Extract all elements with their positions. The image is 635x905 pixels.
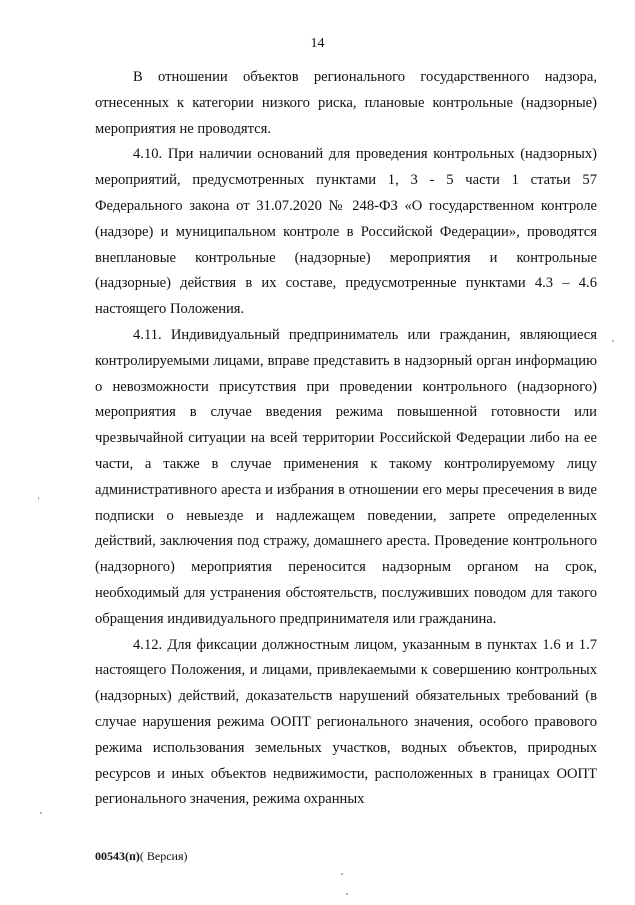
document-body xyxy=(95,65,597,813)
paragraph-low-risk: В отношении объектов регионального государственного надзора, отнесенных к категории низкого риска, плановые контрольные (надзорные) мероприятия не проводятся. xyxy=(95,69,597,137)
page-number: 14 xyxy=(310,36,325,51)
document-footer xyxy=(95,849,188,863)
paragraph-4-12: 4.12. Для фиксации должностным лицом, указанным в пунктах 1.6 и 1.7 настоящего Положения, и лицами, привлекаемыми к совершению контрольных (надзорных) действий, доказательств нарушений обязательных требований (в случае нарушения режима ООПТ регионального значения, особого правового режима использования земельных участков, водных объектов, природных ресурсов и иных объектов недвижимости, расположенных в границах ООПТ регионального значения, режима охранных xyxy=(95,636,597,808)
footer-document-code: 00543(п) xyxy=(95,849,140,863)
paragraph-4-11: 4.11. Индивидуальный предприниматель или гражданин, являющиеся контролируемыми лицами, вправе представить в надзорный орган информацию о невозможности присутствия при проведении контрольного (надзорного) мероприятия в случае введения режима повышенной готовности или чрезвычайной ситуации на всей территории Российской Федерации либо на ее части, а также в случае применения к такому контролируемому лицу административного ареста и избрания в отношении его меры пресечения в виде подписки о невыезде и надлежащем поведении, запрете определенных действий, заключения под стражу, домашнего ареста. Проведение контрольного (надзорного) мероприятия переносится надзорным органом на срок, необходимый для устранения обстоятельств, послуживших поводом для такого обращения индивидуального предпринимателя или гражданина. xyxy=(95,326,597,627)
scan-speck xyxy=(341,873,343,875)
scan-speck xyxy=(38,497,39,500)
paragraph-4-10: 4.10. При наличии оснований для проведения контрольных (надзорных) мероприятий, предусмотренных пунктами 1, 3 - 5 части 1 статьи 57 Федерального закона от 31.07.2020 № 248-ФЗ «О государственном контроле (надзоре) и муниципальном контроле в Российской Федерации», проводятся внеплановые контрольные (надзорные) мероприятия и контрольные (надзорные) действия в их составе, предусмотренные пунктами 4.3 – 4.6 настоящего Положения. xyxy=(95,146,597,318)
footer-version: ( Версия) xyxy=(139,849,188,863)
scan-speck xyxy=(40,812,42,814)
scan-speck xyxy=(612,340,614,342)
scan-speck xyxy=(346,893,348,895)
